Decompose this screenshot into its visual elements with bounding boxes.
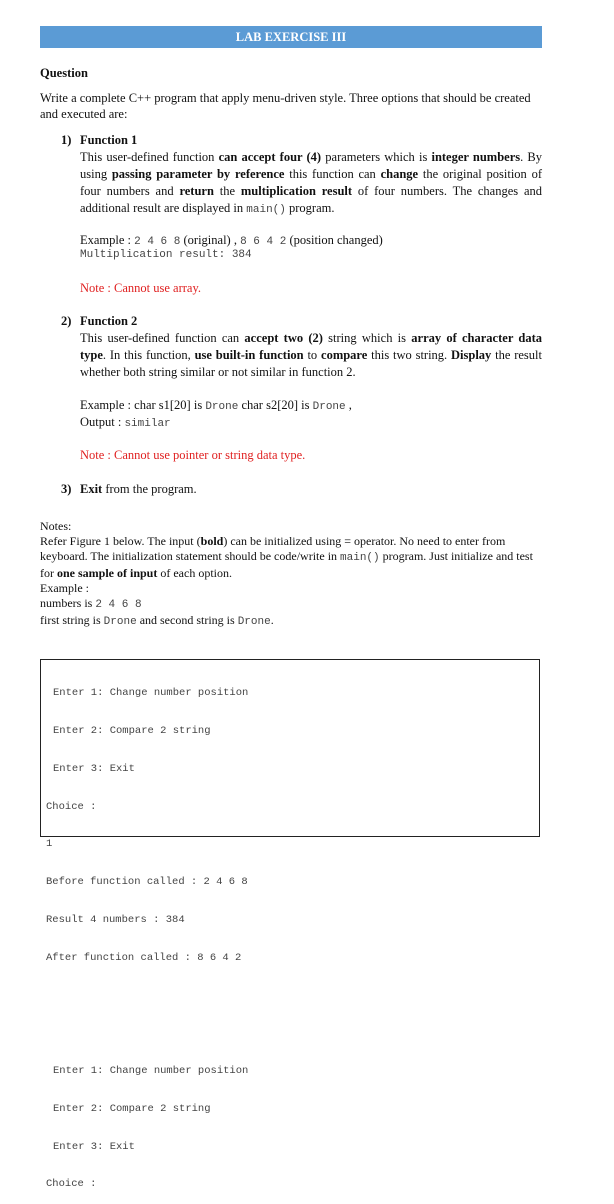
console-choice-prompt: Choice : (46, 800, 97, 813)
item-number-1: 1) (61, 133, 72, 147)
console-before-line: Before function called : 2 4 6 8 (46, 876, 248, 889)
console-choice-prompt: Choice : (46, 1178, 97, 1191)
notes-numbers: numbers is 2 4 6 8 (40, 596, 142, 611)
notes-section (40, 519, 540, 630)
function-2-title: Function 2 (80, 314, 138, 328)
function-2-note: Note : Cannot use pointer or string data type. (80, 448, 306, 462)
notes-body: Refer Figure 1 below. The input (bold) can be initialized using = operator. No need to enter from keyboard. The initialization statement should be code/write in main() program. Just initialize and test for one sample of input of each option. (40, 534, 533, 580)
function-2-description: This user-defined function can accept two (2) string which is array of character data type. In this function, use built-in function to compare this two string. Display the result whether both string similar or not similar in function 2. (80, 331, 542, 379)
console-menu-line: Enter 2: Compare 2 string (53, 1102, 211, 1115)
question-heading: Question (40, 66, 88, 80)
notes-strings: first string is Drone and second string is Drone. (40, 613, 274, 628)
function-1-example: Example : 2 4 6 8 (original) , 8 6 4 2 (position changed) (80, 233, 383, 248)
function-1-note: Note : Cannot use array. (80, 281, 202, 295)
exit-option: Exit from the program. (80, 482, 197, 496)
function-1-description: This user-defined function can accept four (4) parameters which is integer numbers. By using passing parameter by reference this function can change the original position of four numbers and return the multiplication result of four numbers. The changes and additional result are displayed in main() program. (80, 150, 542, 216)
function-1-multiplication-result: Multiplication result: 384 (80, 249, 252, 261)
item-number-3: 3) (61, 482, 72, 496)
console-blank-line (46, 1027, 539, 1040)
console-menu-line: Enter 3: Exit (53, 1140, 135, 1153)
console-user-input: 1 (46, 838, 53, 851)
console-result-line: Result 4 numbers : 384 (46, 913, 185, 926)
function-1-title: Function 1 (80, 133, 138, 147)
console-menu-line: Enter 2: Compare 2 string (53, 724, 211, 737)
console-output-figure (40, 659, 540, 1191)
notes-example-label: Example : (40, 581, 89, 595)
function-2-output: Output : similar (80, 415, 171, 430)
item-number-2: 2) (61, 314, 72, 328)
title-banner: LAB EXERCISE III (40, 26, 542, 48)
console-menu-line: Enter 1: Change number position (53, 1065, 249, 1077)
function-2-example: Example : char s1[20] is Drone char s2[20] is Drone , (80, 398, 352, 413)
console-menu-line: Enter 3: Exit (53, 762, 135, 775)
console-blank-line (46, 989, 539, 1002)
console-menu-line: Enter 1: Change number position (53, 687, 249, 700)
intro-text: Write a complete C++ program that apply menu-driven style. Three options that should be created and executed are: (40, 91, 531, 121)
notes-heading: Notes: (40, 519, 72, 533)
console-after-line: After function called : 8 6 4 2 (46, 951, 242, 964)
